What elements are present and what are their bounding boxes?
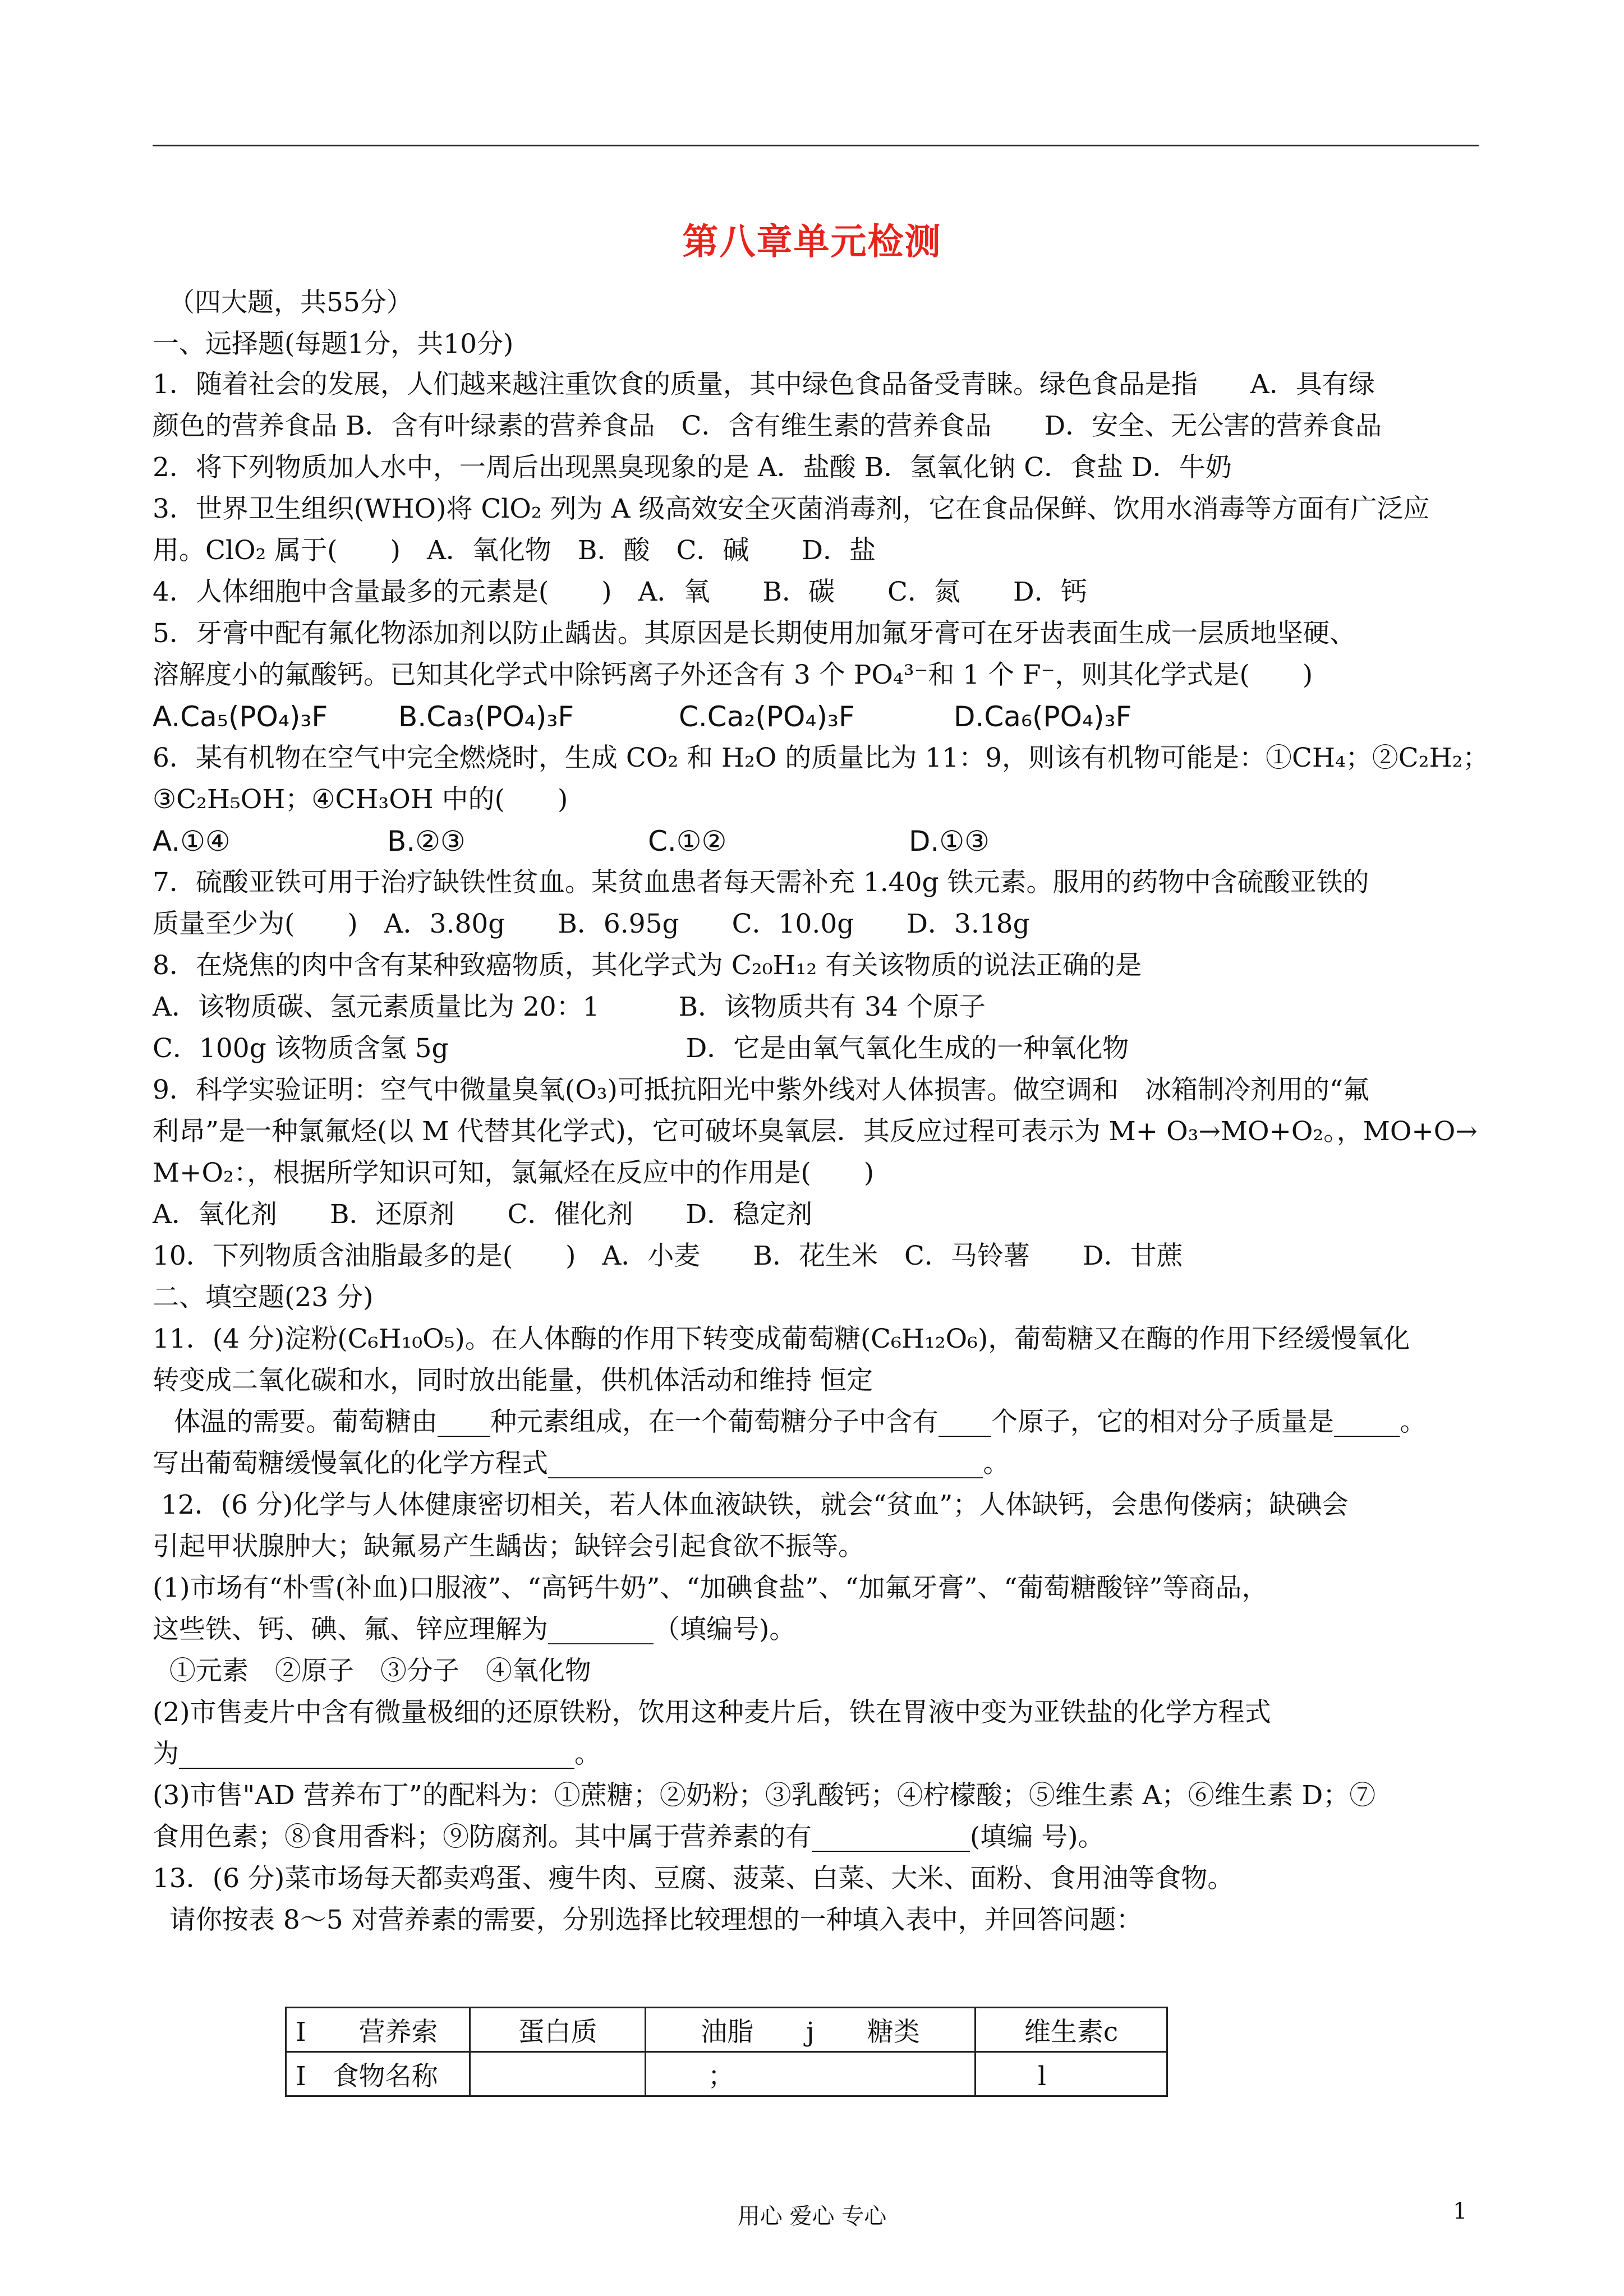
q6-option-d: D.①③ <box>909 825 990 857</box>
question-1-line-2: 颜色的营养食品 B．含有叶绿素的营养食品 C．含有维生素的营养食品 D．安全、无公害的营养食品 <box>153 411 1382 441</box>
question-9-line-1: 9．科学实验证明：空气中微量臭氧(O₃)可抵抗阳光中紫外线对人体损害。做空调和 冰箱制冷剂用的“氟 <box>153 1075 1369 1105</box>
table-cell <box>470 2052 645 2096</box>
table-header-cell: 蛋白质 <box>470 2008 645 2052</box>
table-header-cell: 油脂 j 糖类 <box>645 2008 975 2052</box>
q5-option-c: C.Ca₂(PO₄)₃F <box>679 700 855 733</box>
page-number: 1 <box>1453 2198 1467 2224</box>
q5-option-b: B.Ca₃(PO₄)₃F <box>398 700 574 733</box>
table-header-cell: I 营养索 <box>286 2008 470 2052</box>
question-10: 10．下列物质含油脂最多的是( ) A．小麦 B．花生米 C．马铃薯 D．甘蔗 <box>153 1241 1183 1271</box>
question-8-line-2: A．该物质碳、氢元素质量比为 20：1 B．该物质共有 34 个原子 <box>153 992 986 1022</box>
question-12-line-7: 为______________________________。 <box>153 1739 601 1769</box>
question-2: 2．将下列物质加人水中，一周后出现黑臭现象的是 A．盐酸 B．氢氧化钠 C．食盐 D．牛奶 <box>153 452 1232 483</box>
question-9-line-2: 利昂”是一种氯氟烃(以 M 代替其化学式)，它可破坏臭氧层．其反应过程可表示为 M+ O₃→MO+O₂。，MO+O→ <box>153 1116 1478 1147</box>
table-header-cell: 维生素c <box>976 2008 1167 2052</box>
page-title: 第八章单元检测 <box>682 222 942 263</box>
question-3-line-2: 用。ClO₂ 属于( ) A．氧化物 B．酸 C．碱 D．盐 <box>153 535 876 566</box>
question-4: 4．人体细胞中含量最多的元素是( ) A．氧 B．碳 C．氮 D．钙 <box>153 577 1087 607</box>
exam-summary: （四大题，共55分） <box>168 287 413 318</box>
question-12-line-6: (2)市售麦片中含有微量极细的还原铁粉，饮用这种麦片后，铁在胃液中变为亚铁盐的化学方程式 <box>153 1697 1271 1728</box>
nutrient-table <box>285 2007 1168 2097</box>
question-8-line-1: 8．在烧焦的肉中含有某种致癌物质，其化学式为 C₂₀H₁₂ 有关该物质的说法正确的是 <box>153 950 1142 981</box>
question-12-line-5: ①元素 ②原子 ③分子 ④氧化物 <box>153 1656 591 1686</box>
section-heading-choice: 一、远择题(每题1分，共10分) <box>153 329 514 359</box>
question-3-line-1: 3．世界卫生组织(WHO)将 ClO₂ 列为 A 级高效安全灭菌消毒剂，它在食品保鲜、饮用水消毒等方面有广泛应 <box>153 494 1430 524</box>
question-11-line-2: 转变成二氧化碳和水，同时放出能量，供机体活动和维持 恒定 <box>153 1365 873 1396</box>
header-rule <box>153 145 1479 146</box>
q5-option-a: A.Ca₅(PO₄)₃F <box>153 700 328 733</box>
q6-option-a: A.①④ <box>153 825 231 857</box>
table-row <box>286 2008 1167 2052</box>
question-7-line-1: 7．硫酸亚铁可用于治疗缺铁性贫血。某贫血患者每天需补充 1.40g 铁元素。服用的药物中含硫酸亚铁的 <box>153 867 1369 898</box>
question-12-line-2: 引起甲状腺肿大；缺氟易产生龋齿；缺锌会引起食欲不振等。 <box>153 1531 864 1562</box>
question-6-line-1: 6．某有机物在空气中完全燃烧时，生成 CO₂ 和 H₂O 的质量比为 11：9，则该有机物可能是：①CH₄；②C₂H₂； <box>153 743 1489 773</box>
question-11-line-3: 体温的需要。葡萄糖由____种元素组成，在一个葡萄糖分子中含有____个原子，它的相对分子质量是_____。 <box>174 1407 1427 1437</box>
question-5-line-1: 5．牙膏中配有氟化物添加剂以防止龋齿。其原因是长期使用加氟牙膏可在牙齿表面生成一层质地坚硬、 <box>153 618 1356 649</box>
question-12-line-1: 12．(6 分)化学与人体健康密切相关，若人体血液缺铁，就会“贫血”；人体缺钙，会患佝偻病；缺碘会 <box>153 1490 1349 1520</box>
question-11-line-4: 写出葡萄糖缓慢氧化的化学方程式_________________________________。 <box>153 1448 1010 1479</box>
question-13-line-1: 13．(6 分)菜市场每天都卖鸡蛋、瘦牛肉、豆腐、菠菜、白菜、大米、面粉、食用油等食物。 <box>153 1863 1234 1894</box>
question-12-line-8: (3)市售"AD 营养布丁”的配料为：①蔗糖；②奶粉；③乳酸钙；④柠檬酸；⑤维生素 A；⑥维生素 D；⑦ <box>153 1780 1376 1811</box>
question-1-line-1: 1．随着社会的发展，人们越来越注重饮食的质量，其中绿色食品备受青睐。绿色食品是指 A．具有绿 <box>153 369 1375 400</box>
question-6-line-2: ③C₂H₅OH；④CH₃OH 中的( ) <box>153 784 568 815</box>
page-footer: 用心 爱心 专心 <box>737 2203 887 2229</box>
table-cell: ； <box>645 2052 975 2096</box>
q6-option-c: C.①② <box>648 825 727 857</box>
question-7-line-2: 质量至少为( ) A．3.80g B．6.95g C．10.0g D．3.18g <box>153 909 1030 939</box>
question-9-line-3: M+O₂：，根据所学知识可知，氯氟烃在反应中的作用是( ) <box>153 1158 875 1188</box>
question-8-line-3: C．100g 该物质含氢 5g D．它是由氧气氧化生成的一种氧化物 <box>153 1033 1129 1064</box>
section-heading-fill: 二、填空题(23 分) <box>153 1282 374 1313</box>
table-row <box>286 2052 1167 2096</box>
q6-option-b: B.②③ <box>387 825 466 857</box>
question-9-line-4: A．氧化剂 B．还原剂 C．催化剂 D．稳定剂 <box>153 1199 813 1230</box>
question-12-line-4: 这些铁、钙、碘、氟、锌应理解为________（填编号)。 <box>153 1614 796 1645</box>
question-13-line-2: 请你按表 8～5 对营养素的需要，分别选择比较理想的一种填入表中，并回答问题： <box>153 1905 1143 1935</box>
question-5-line-2: 溶解度小的氟酸钙。已知其化学式中除钙离子外还含有 3 个 PO₄³⁻和 1 个 F⁻，则其化学式是( ) <box>153 660 1313 690</box>
question-12-line-9: 食用色素；⑧食用香料；⑨防腐剂。其中属于营养素的有____________(填编 号)。 <box>153 1822 1105 1852</box>
table-cell: l <box>976 2052 1167 2096</box>
table-cell: I 食物名称 <box>286 2052 470 2096</box>
q5-option-d: D.Ca₆(PO₄)₃F <box>954 700 1132 733</box>
question-12-line-3: (1)市场有“朴雪(补血)口服液”、“高钙牛奶”、“加碘食盐”、“加氟牙膏”、“葡萄糖酸锌”等商品， <box>153 1573 1268 1603</box>
question-11-line-1: 11．(4 分)淀粉(C₆H₁₀O₅)。在人体酶的作用下转变成葡萄糖(C₆H₁₂O₆)，葡萄糖又在酶的作用下经缓慢氧化 <box>153 1324 1410 1354</box>
